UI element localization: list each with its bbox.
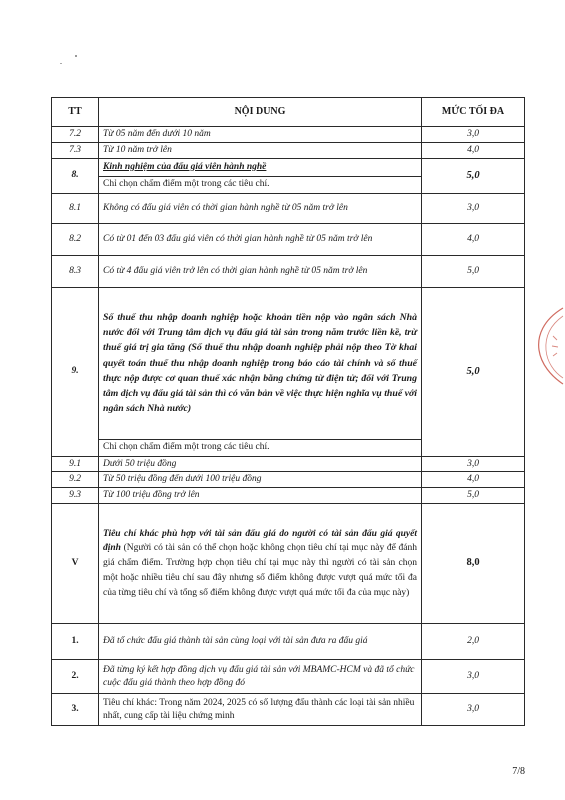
table-row <box>52 287 525 439</box>
row-score: 3,0 <box>422 456 525 472</box>
table-row <box>52 127 525 143</box>
row-number: 3. <box>52 694 99 726</box>
table-header-row <box>52 98 525 127</box>
row-number: 1. <box>52 624 99 660</box>
row-content: Từ 50 triệu đồng đến dưới 100 triệu đồng <box>99 472 422 488</box>
table-row <box>52 694 525 726</box>
row-content: Tiêu chí khác: Trong năm 2024, 2025 có số lượng đấu thành các loại tài sản nhiều nhất, cung cấp tài liệu chứng minh <box>99 694 422 726</box>
row-number: 8.3 <box>52 255 99 287</box>
row-number: 9.1 <box>52 456 99 472</box>
row-number: V <box>52 504 99 624</box>
table-row <box>52 624 525 660</box>
row-title: Số thuế thu nhập doanh nghiệp hoặc khoản tiền nộp vào ngân sách Nhà nước đối với Trung tâm dịch vụ đấu giá tài sản trong năm trước liền kề, trừ thuế giá trị gia tăng (Số thuế thu nhập doanh nghiệp phải nộp theo Tờ khai quyết toán thuế thu nhập doanh nghiệp trong báo cáo tài chính và số thuế thực nộp được cơ quan thuế xác nhận bằng chứng từ điện tử; đối với Trung tâm dịch vụ đấu giá tài sản thì có văn bản về việc thực hiện nghĩa vụ thuế với ngân sách Nhà nước) <box>99 287 422 439</box>
row-score: 5,0 <box>422 488 525 504</box>
row-score: 5,0 <box>422 255 525 287</box>
table-row <box>52 504 525 624</box>
row-number: 8.1 <box>52 193 99 223</box>
row-number: 9.3 <box>52 488 99 504</box>
row-title-text: Kinh nghiệm của đấu giá viên hành nghề <box>103 161 267 172</box>
row-title <box>99 158 422 176</box>
row-score: 4,0 <box>422 223 525 255</box>
table-row <box>52 193 525 223</box>
table-row <box>52 255 525 287</box>
row-content: Dưới 50 triệu đồng <box>99 456 422 472</box>
scoring-table <box>51 97 525 726</box>
row-content: Không có đấu giá viên có thời gian hành nghề từ 05 năm trở lên <box>99 193 422 223</box>
row-number: 8. <box>52 158 99 193</box>
row-score: 5,0 <box>422 158 525 193</box>
red-stamp-seal <box>533 306 565 386</box>
row-title-text: Tiêu chí khác phù hợp với tài sản đấu giá do người có tài sản đấu giá quyết định <box>103 528 417 554</box>
row-content: Đã tổ chức đấu giá thành tài sản cùng loại với tài sản đưa ra đấu giá <box>99 624 422 660</box>
row-number: 2. <box>52 660 99 694</box>
row-score: 3,0 <box>422 127 525 143</box>
table-row <box>52 456 525 472</box>
row-note: Chỉ chọn chấm điểm một trong các tiêu chí. <box>99 176 422 193</box>
row-score: 3,0 <box>422 193 525 223</box>
page-number: 7/8 <box>512 766 525 777</box>
table-row <box>52 223 525 255</box>
row-number: 9.2 <box>52 472 99 488</box>
table-row <box>52 142 525 158</box>
table-row <box>52 158 525 176</box>
row-score: 4,0 <box>422 472 525 488</box>
row-score: 2,0 <box>422 624 525 660</box>
row-number: 8.2 <box>52 223 99 255</box>
row-content: Từ 05 năm đến dưới 10 năm <box>99 127 422 143</box>
row-number: 7.3 <box>52 142 99 158</box>
row-score: 4,0 <box>422 142 525 158</box>
scan-speck <box>60 63 62 64</box>
row-content: Có từ 01 đến 03 đấu giá viên có thời gian hành nghề từ 05 năm trở lên <box>99 223 422 255</box>
table-row <box>52 472 525 488</box>
row-note: Chỉ chọn chấm điểm một trong các tiêu chí. <box>99 439 422 456</box>
row-content <box>99 504 422 624</box>
row-content: Từ 10 năm trở lên <box>99 142 422 158</box>
row-score: 5,0 <box>422 287 525 456</box>
row-description: (Người có tài sản có thể chọn hoặc không chọn tiêu chí tại mục này để đánh giá chấm điểm. Trường hợp chọn tiêu chí tại mục này thì người có tài sản chọn một hoặc nhiều tiêu chí sau đây nhưng số điểm không được vượt quá mức tối đa của từng tiêu chí và tổng số điểm không được vượt quá mức tối đa của mục này) <box>103 543 417 598</box>
header-tt: TT <box>52 98 99 127</box>
scan-speck <box>75 55 77 57</box>
row-score: 3,0 <box>422 660 525 694</box>
row-number: 7.2 <box>52 127 99 143</box>
header-max-score: MỨC TỐI ĐA <box>422 98 525 127</box>
row-number: 9. <box>52 287 99 456</box>
row-score: 3,0 <box>422 694 525 726</box>
table-row <box>52 488 525 504</box>
row-score: 8,0 <box>422 504 525 624</box>
header-content: NỘI DUNG <box>99 98 422 127</box>
row-content: Đã từng ký kết hợp đồng dịch vụ đấu giá tài sản với MBAMC-HCM và đã tổ chức cuộc đấu giá thành theo hợp đồng đó <box>99 660 422 694</box>
table-row <box>52 660 525 694</box>
row-content: Có từ 4 đấu giá viên trở lên có thời gian hành nghề từ 05 năm trở lên <box>99 255 422 287</box>
row-content: Từ 100 triệu đồng trở lên <box>99 488 422 504</box>
